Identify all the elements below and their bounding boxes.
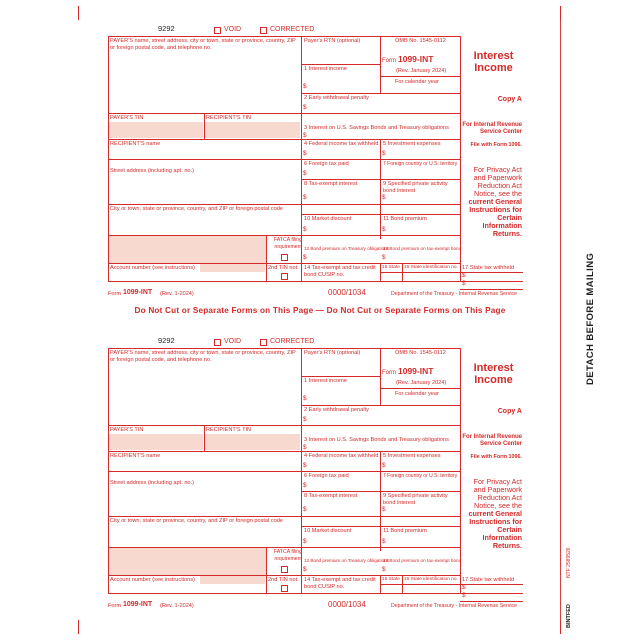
account-field[interactable] bbox=[200, 576, 265, 584]
form-title: Interest Income bbox=[473, 362, 514, 386]
footer-dept: Department of the Treasury - Internal Revenue Service bbox=[391, 603, 518, 609]
footer-form-name: 1099-INT bbox=[123, 289, 153, 296]
corrected-checkbox[interactable] bbox=[260, 339, 267, 346]
second-tin-label: 2nd TIN not. bbox=[268, 265, 299, 271]
dollar-sign: $ bbox=[382, 194, 386, 201]
account-field[interactable] bbox=[200, 264, 265, 272]
street-label: Street address (including apt. no.) bbox=[110, 168, 194, 174]
payer-tin-label: PAYER'S TIN bbox=[110, 427, 144, 433]
box4-label: 4 Federal income tax withheld bbox=[304, 141, 379, 147]
dollar-sign: $ bbox=[303, 194, 307, 201]
account-label: Account number (see instructions) bbox=[110, 577, 195, 583]
dollar-sign: $ bbox=[462, 272, 466, 279]
footer-rev: (Rev. 1-2024) bbox=[160, 291, 194, 297]
city-label: City or town, state or province, country, and ZIP or foreign postal code bbox=[110, 518, 283, 524]
corrected-checkbox[interactable] bbox=[260, 27, 267, 34]
box1-label: 1 Interest income bbox=[304, 378, 347, 384]
dollar-sign: $ bbox=[303, 482, 307, 489]
box3-label: 3 Interest on U.S. Savings Bonds and Treasury obligations bbox=[304, 437, 449, 443]
dollar-sign: $ bbox=[303, 416, 307, 423]
dollar-sign: $ bbox=[303, 226, 307, 233]
box6-label: 6 Foreign tax paid bbox=[304, 473, 349, 479]
box7-label: 7 Foreign country or U.S. territory bbox=[383, 473, 458, 479]
box17-label: 17 State tax withheld bbox=[462, 577, 514, 583]
dollar-sign: $ bbox=[382, 226, 386, 233]
calendar-year-label: For calendar year bbox=[395, 79, 439, 85]
footer-form-label: Form bbox=[108, 603, 122, 609]
footer-dept: Department of the Treasury - Internal Revenue Service bbox=[391, 291, 518, 297]
street-label: Street address (including apt. no.) bbox=[110, 480, 194, 486]
privacy-notice: For Privacy Act and Paperwork Reduction Act Notice, see the bbox=[473, 165, 522, 198]
void-checkbox[interactable] bbox=[214, 27, 221, 34]
side-code: NTF 2589526 bbox=[566, 547, 572, 578]
footer-form-name: 1099-INT bbox=[123, 601, 153, 608]
box3-label: 3 Interest on U.S. Savings Bonds and Treasury obligations bbox=[304, 125, 449, 131]
omb-number: OMB No. 1545-0112 bbox=[395, 350, 446, 356]
dollar-sign: $ bbox=[303, 132, 307, 139]
footer-form-label: Form bbox=[108, 291, 122, 297]
recipient-tin-label: RECIPIENT'S TIN bbox=[206, 427, 252, 433]
recipient-address-shaded bbox=[109, 236, 266, 263]
perforation-line bbox=[560, 20, 561, 620]
recipient-address-shaded bbox=[109, 548, 266, 575]
payer-tin-label: PAYER'S TIN bbox=[110, 115, 144, 121]
box14-label: 14 Tax-exempt and tax credit bond CUSIP no. bbox=[304, 265, 376, 278]
dollar-sign: $ bbox=[303, 538, 307, 545]
dollar-sign: $ bbox=[462, 280, 466, 287]
box11-label: 11 Bond premium bbox=[383, 216, 427, 222]
void-label: VOID bbox=[224, 26, 242, 33]
box11-label: 11 Bond premium bbox=[383, 528, 427, 534]
box14-label: 14 Tax-exempt and tax credit bond CUSIP no. bbox=[304, 577, 376, 590]
rev-date: (Rev. January 2024) bbox=[396, 68, 447, 74]
payer-tin-field[interactable] bbox=[109, 434, 203, 450]
box4-label: 4 Federal income tax withheld bbox=[304, 453, 379, 459]
box8-label: 8 Tax-exempt interest bbox=[304, 181, 358, 187]
box9-label: 9 Specified private activity bond interest bbox=[383, 181, 448, 194]
dollar-sign: $ bbox=[462, 592, 466, 599]
payer-tin-field[interactable] bbox=[109, 122, 203, 138]
box1-label: 1 Interest income bbox=[304, 66, 347, 72]
box17-label: 17 State tax withheld bbox=[462, 265, 514, 271]
dollar-sign: $ bbox=[303, 395, 307, 402]
dollar-sign: $ bbox=[303, 83, 307, 90]
box10-label: 10 Market discount bbox=[304, 216, 352, 222]
void-checkbox[interactable] bbox=[214, 339, 221, 346]
rev-date: (Rev. January 2024) bbox=[396, 380, 447, 386]
footer-code: 0000/1034 bbox=[328, 288, 366, 297]
form-number: 9292 bbox=[158, 24, 175, 33]
fatca-label: FATCA filing requirement bbox=[273, 549, 302, 562]
corner-mark bbox=[560, 620, 561, 634]
dollar-sign: $ bbox=[303, 462, 307, 469]
detach-before-mailing: DETACH BEFORE MAILING bbox=[585, 252, 596, 385]
box2-label: 2 Early withdrawal penalty bbox=[304, 95, 369, 101]
dollar-sign: $ bbox=[382, 538, 386, 545]
box6-label: 6 Foreign tax paid bbox=[304, 161, 349, 167]
recipient-tin-field[interactable] bbox=[205, 122, 300, 138]
omb-number: OMB No. 1545-0112 bbox=[395, 38, 446, 44]
dollar-sign: $ bbox=[382, 150, 386, 157]
box12-label: 12 Bond premium on Treasury obligations bbox=[304, 558, 390, 563]
box12-label: 12 Bond premium on Treasury obligations bbox=[304, 246, 390, 251]
dollar-sign: $ bbox=[382, 566, 386, 573]
fatca-label: FATCA filing requirement bbox=[273, 237, 302, 250]
dollar-sign: $ bbox=[303, 170, 307, 177]
dollar-sign: $ bbox=[382, 254, 386, 261]
box13-label: 13 Bond premium on tax-exempt bond bbox=[383, 558, 462, 563]
fatca-checkbox[interactable] bbox=[281, 254, 288, 261]
second-tin-checkbox[interactable] bbox=[281, 585, 288, 592]
dollar-sign: $ bbox=[303, 150, 307, 157]
box8-label: 8 Tax-exempt interest bbox=[304, 493, 358, 499]
corrected-label: CORRECTED bbox=[270, 338, 315, 345]
account-label: Account number (see instructions) bbox=[110, 265, 195, 271]
general-instructions: current General Instructions for Certain Information Returns. bbox=[468, 509, 522, 550]
file-with-label: File with Form 1096. bbox=[470, 142, 522, 148]
payer-block-label: PAYER'S name, street address, city or town, state or province, country, ZIP or foreign postal code, and telephone no. bbox=[110, 350, 296, 363]
form-name: 1099-INT bbox=[398, 366, 434, 376]
dollar-sign: $ bbox=[382, 506, 386, 513]
dollar-sign: $ bbox=[462, 584, 466, 591]
fatca-checkbox[interactable] bbox=[281, 566, 288, 573]
form-name: 1099-INT bbox=[398, 54, 434, 64]
payer-block-label: PAYER'S name, street address, city or town, state or province, country, ZIP or foreign postal code, and telephone no. bbox=[110, 38, 296, 51]
copy-label: Copy A bbox=[497, 96, 522, 103]
file-with-label: File with Form 1096. bbox=[470, 454, 522, 460]
general-instructions: current General Instructions for Certain Information Returns. bbox=[468, 197, 522, 238]
recipient-name-label: RECIPIENT'S name bbox=[110, 453, 161, 459]
corner-mark bbox=[78, 6, 79, 20]
box5-label: 5 Investment expenses bbox=[383, 453, 441, 459]
for-irs-label: For Internal Revenue Service Center bbox=[462, 122, 522, 135]
corner-mark bbox=[560, 6, 561, 20]
side-bintfed: BINTFED bbox=[566, 604, 572, 628]
recipient-name-label: RECIPIENT'S name bbox=[110, 141, 161, 147]
payer-rtn-label: Payer's RTN (optional) bbox=[304, 38, 361, 44]
box15-label: 15 State bbox=[382, 577, 400, 582]
recipient-tin-field[interactable] bbox=[205, 434, 300, 450]
footer-code: 0000/1034 bbox=[328, 600, 366, 609]
box9-label: 9 Specified private activity bond interest bbox=[383, 493, 448, 506]
second-tin-checkbox[interactable] bbox=[281, 273, 288, 280]
form-label: Form bbox=[382, 58, 396, 64]
do-not-cut-banner: Do Not Cut or Separate Forms on This Page — Do Not Cut or Separate Forms on This Page bbox=[134, 306, 506, 315]
copy-label: Copy A bbox=[497, 408, 522, 415]
dollar-sign: $ bbox=[303, 254, 307, 261]
void-label: VOID bbox=[224, 338, 242, 345]
city-label: City or town, state or province, country, and ZIP or foreign postal code bbox=[110, 206, 283, 212]
box15-label: 15 State bbox=[382, 265, 400, 270]
form-title: Interest Income bbox=[473, 50, 514, 74]
dollar-sign: $ bbox=[303, 104, 307, 111]
for-irs-label: For Internal Revenue Service Center bbox=[462, 434, 522, 447]
payer-rtn-label: Payer's RTN (optional) bbox=[304, 350, 361, 356]
second-tin-label: 2nd TIN not. bbox=[268, 577, 299, 583]
privacy-notice: For Privacy Act and Paperwork Reduction Act Notice, see the bbox=[473, 477, 522, 510]
box2-label: 2 Early withdrawal penalty bbox=[304, 407, 369, 413]
form-1099-int-top bbox=[108, 24, 523, 314]
dollar-sign: $ bbox=[303, 444, 307, 451]
recipient-tin-label: RECIPIENT'S TIN bbox=[206, 115, 252, 121]
box7-label: 7 Foreign country or U.S. territory bbox=[383, 161, 458, 167]
dollar-sign: $ bbox=[303, 506, 307, 513]
box5-label: 5 Investment expenses bbox=[383, 141, 441, 147]
box16-label: 16 State identification no. bbox=[404, 577, 458, 582]
footer-rev: (Rev. 1-2024) bbox=[160, 603, 194, 609]
corner-mark bbox=[78, 620, 79, 634]
form-number: 9292 bbox=[158, 336, 175, 345]
calendar-year-label: For calendar year bbox=[395, 391, 439, 397]
box16-label: 16 State identification no. bbox=[404, 265, 458, 270]
box10-label: 10 Market discount bbox=[304, 528, 352, 534]
box13-label: 13 Bond premium on tax-exempt bond bbox=[383, 246, 462, 251]
form-1099-int-bottom bbox=[108, 336, 523, 626]
corrected-label: CORRECTED bbox=[270, 26, 315, 33]
dollar-sign: $ bbox=[303, 566, 307, 573]
form-label: Form bbox=[382, 370, 396, 376]
dollar-sign: $ bbox=[382, 462, 386, 469]
